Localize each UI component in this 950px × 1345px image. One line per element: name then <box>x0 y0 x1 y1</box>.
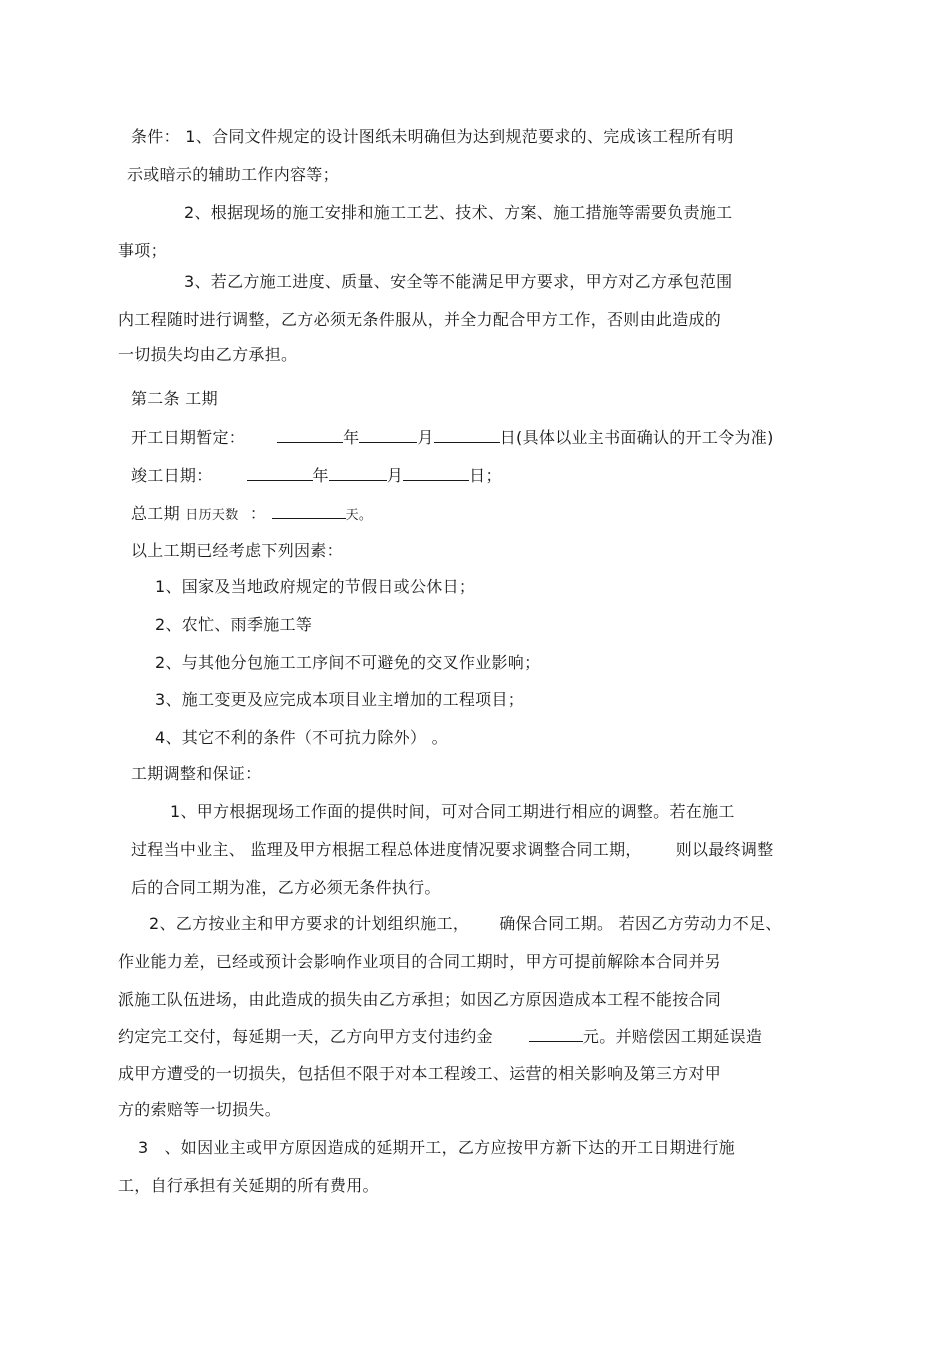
clause-line: 示或暗示的辅助工作内容等； <box>127 165 339 184</box>
colon: ： <box>249 504 267 523</box>
text-span: 约定完工交付，每延期一天，乙方向甲方支付违约金 <box>118 1027 493 1046</box>
clause-line: 一切损失均由乙方承担。 <box>118 345 298 364</box>
start-date-line <box>131 426 774 449</box>
clause-line: 2、根据现场的施工安排和施工工艺、技术、方案、施工措施等需要负责施工 <box>184 203 733 222</box>
text-span: 、如因业主或甲方原因造成的延期开工，乙方应按甲方新下达的开工日期进行施 <box>164 1138 735 1157</box>
month-label: 月 <box>386 466 404 485</box>
clause-line: 条件： 1、合同文件规定的设计图纸未明确但为达到规范要求的、完成该工程所有明 <box>131 127 734 146</box>
text-span: 元。并赔偿因工期延误造 <box>582 1027 763 1046</box>
end-month-blank[interactable] <box>329 464 387 481</box>
paragraph-line: 派施工队伍进场，由此造成的损失由乙方承担；如因乙方原因造成本工程不能按合同 <box>118 990 722 1009</box>
clause-line: 内工程随时进行调整，乙方必须无条件服从，并全力配合甲方工作，否则由此造成的 <box>118 310 722 329</box>
paragraph-line: 作业能力差，已经或预计会影响作业项目的合同工期时，甲方可提前解除本合同并另 <box>118 952 722 971</box>
end-day-blank[interactable] <box>403 464 469 481</box>
total-label: 总工期 <box>131 504 180 523</box>
penalty-blank[interactable] <box>529 1025 583 1042</box>
clause-line: 事项； <box>118 241 167 260</box>
paragraph-line <box>118 1025 762 1048</box>
paragraph-line: 成甲方遭受的一切损失，包括但不限于对本工程竣工、运营的相关影响及第三方对甲 <box>118 1064 722 1083</box>
day-label: 日 <box>499 428 517 447</box>
factor-item: 2、与其他分包施工工序间不可避免的交叉作业影响； <box>155 653 541 672</box>
paragraph-line: 1、甲方根据现场工作面的提供时间，可对合同工期进行相应的调整。若在施工 <box>170 802 735 821</box>
start-date-label: 开工日期暂定： <box>131 428 246 447</box>
end-year-blank[interactable] <box>247 464 313 481</box>
start-month-blank[interactable] <box>359 426 417 443</box>
year-label: 年 <box>343 428 360 447</box>
end-date-line <box>131 464 502 487</box>
total-sub-label: 日历天数 <box>185 508 239 523</box>
start-note: (具体以业主书面确认的开工令为准) <box>516 428 774 447</box>
total-duration-line <box>131 502 372 527</box>
text-span: 确保合同工期。 若因乙方劳动力不足、 <box>499 914 782 933</box>
start-year-blank[interactable] <box>277 426 343 443</box>
start-day-blank[interactable] <box>434 426 500 443</box>
factor-item: 2、农忙、雨季施工等 <box>155 615 313 634</box>
paragraph-line: 工，自行承担有关延期的所有费用。 <box>118 1176 379 1195</box>
year-label: 年 <box>312 466 329 485</box>
paragraph-line: 后的合同工期为准，乙方必须无条件执行。 <box>131 878 441 897</box>
adjustment-heading: 工期调整和保证： <box>131 764 262 783</box>
total-days-blank[interactable] <box>272 502 346 519</box>
text-span: 则以最终调整 <box>675 840 774 859</box>
text-span: 2、乙方按业主和甲方要求的计划组织施工， <box>149 914 470 933</box>
paragraph-line <box>149 913 782 935</box>
month-label: 月 <box>417 428 434 447</box>
paragraph-line: 方的索赔等一切损失。 <box>118 1100 282 1119</box>
total-unit: 天。 <box>345 508 373 523</box>
clause-line: 3、若乙方施工进度、质量、安全等不能满足甲方要求，甲方对乙方承包范围 <box>184 272 733 291</box>
factor-item: 3、施工变更及应完成本项目业主增加的工程项目； <box>155 690 525 709</box>
factor-item: 1、国家及当地政府规定的节假日或公休日； <box>155 577 476 596</box>
paragraph-line <box>138 1137 735 1159</box>
item-number: 3 <box>138 1138 149 1157</box>
end-day-label: 日； <box>469 466 502 485</box>
article-heading: 第二条 工期 <box>131 389 218 408</box>
text-span: 过程当中业主、 监理及甲方根据工程总体进度情况要求调整合同工期， <box>131 840 642 859</box>
paragraph-line <box>131 839 774 861</box>
end-date-label: 竣工日期： <box>131 466 213 485</box>
factor-item: 4、其它不利的条件（不可抗力除外） 。 <box>155 728 448 747</box>
factors-intro: 以上工期已经考虑下列因素： <box>131 541 343 560</box>
